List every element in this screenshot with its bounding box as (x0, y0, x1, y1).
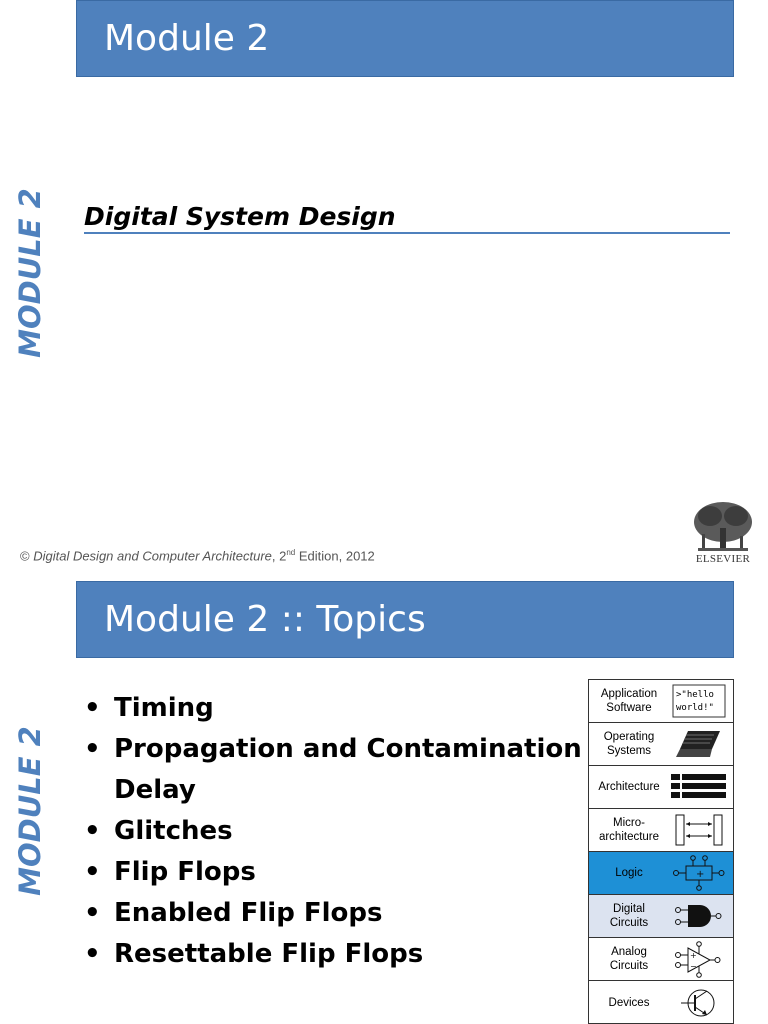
layer-label: Devices (608, 996, 650, 1009)
layer-label: Architecture (598, 781, 660, 793)
footer-prefix: © (20, 548, 34, 564)
layer-digital-circuits (589, 895, 733, 938)
topic-item: • Enabled Flip Flops (84, 893, 584, 934)
layer-label: Operating Systems (603, 731, 655, 757)
layer-label: Digital Circuits (609, 903, 649, 929)
layer-label: Logic (615, 867, 643, 879)
abstraction-stack (588, 679, 734, 1024)
side-module-label: MODULE 2 (13, 188, 47, 358)
layer-label: Analog Circuits (609, 946, 649, 972)
topic-item: • Resettable Flip Flops (84, 934, 584, 975)
footer-edition-num: , 2 (271, 548, 287, 564)
slide-subtitle: Digital System Design (84, 202, 396, 231)
side-module-label: MODULE 2 (13, 726, 47, 896)
datapath-icon (669, 810, 729, 850)
layer-operating-systems (589, 723, 733, 766)
layer-logic (589, 852, 733, 895)
subtitle-underline (84, 232, 730, 234)
layer-analog-circuits (589, 938, 733, 981)
slide-title-bar (76, 581, 734, 658)
slide-topics (0, 576, 768, 1024)
slide-title: Module 2 :: Topics (104, 599, 426, 640)
footer-book-title: Digital Design and Computer Architecture (33, 548, 272, 564)
layer-devices (589, 981, 733, 1024)
layer-label: Application Software (600, 688, 658, 714)
topic-item: • Glitches (84, 811, 584, 852)
topic-list (84, 688, 584, 975)
footer-edition-sup: nd (286, 548, 296, 557)
copyright-footer (20, 548, 375, 563)
and-gate-icon (669, 896, 729, 936)
laptop-icon (669, 724, 729, 764)
svg-text:+: + (690, 951, 697, 960)
layer-application-software (589, 680, 733, 723)
topic-item: • Flip Flops (84, 852, 584, 893)
code-text-icon (669, 681, 729, 721)
bars-icon (669, 767, 729, 807)
topic-item: • Propagation and Contamination Delay (84, 729, 584, 811)
code-line-2: world!" (676, 703, 714, 713)
layer-architecture (589, 766, 733, 809)
elsevier-wordmark: ELSEVIER (695, 553, 751, 565)
slide-title-bar (76, 0, 734, 77)
svg-text:+: + (696, 869, 705, 880)
topic-item: • Timing (84, 688, 584, 729)
transistor-icon (669, 983, 729, 1023)
code-line-1: >"hello (676, 690, 714, 700)
slide-title: Module 2 (104, 18, 270, 59)
layer-label: Micro- architecture (598, 817, 660, 843)
adder-icon (669, 853, 729, 893)
opamp-icon (669, 939, 729, 979)
svg-text:−: − (690, 962, 697, 971)
layer-microarchitecture (589, 809, 733, 852)
footer-edition-rest: Edition, 2012 (295, 548, 375, 564)
